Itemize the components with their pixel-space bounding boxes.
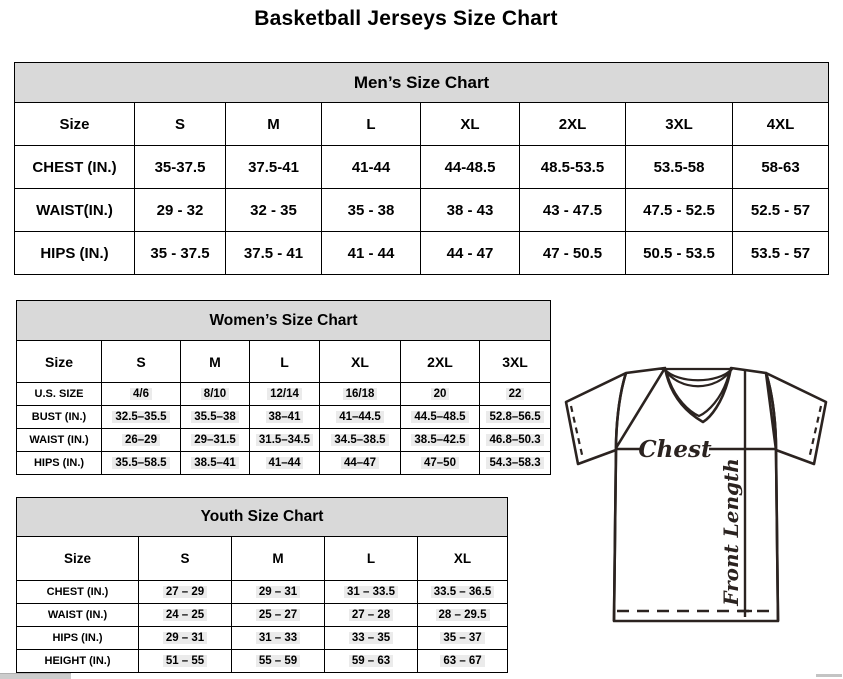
youth-size-chart xyxy=(16,497,507,673)
value-cell xyxy=(232,581,325,604)
column-header: M xyxy=(232,537,325,581)
value-cell: 41-44 xyxy=(322,146,421,189)
value-cell xyxy=(480,383,551,406)
value-text: 35.5–58.5 xyxy=(112,457,169,469)
value-text: 63 – 67 xyxy=(440,655,484,667)
jersey-diagram-svg xyxy=(552,360,840,630)
row-label: HIPS (IN.) xyxy=(15,232,135,275)
value-cell xyxy=(139,627,232,650)
jersey-measurement-diagram xyxy=(552,360,840,630)
row-label: WAIST (IN.) xyxy=(17,429,102,452)
column-header: 2XL xyxy=(520,103,626,146)
value-text: 27 – 28 xyxy=(349,609,393,621)
value-cell xyxy=(102,406,181,429)
value-text: 20 xyxy=(431,388,450,400)
value-text: 35 – 37 xyxy=(440,632,484,644)
row-label: U.S. SIZE xyxy=(17,383,102,406)
column-header: L xyxy=(325,537,418,581)
row-label: WAIST (IN.) xyxy=(17,604,139,627)
value-text: 4/6 xyxy=(130,388,152,400)
value-cell: 35-37.5 xyxy=(135,146,226,189)
value-cell xyxy=(181,429,250,452)
value-cell xyxy=(139,581,232,604)
row-label: CHEST (IN.) xyxy=(17,581,139,604)
column-header: S xyxy=(102,341,181,383)
horizontal-scrollbar-fragment-right[interactable] xyxy=(816,674,842,677)
value-cell xyxy=(401,383,480,406)
womens-chart-title: Women’s Size Chart xyxy=(17,301,551,341)
table-row xyxy=(17,452,551,475)
chest-label: Chest xyxy=(638,436,712,463)
value-cell xyxy=(480,406,551,429)
value-cell xyxy=(401,452,480,475)
value-text: 24 – 25 xyxy=(163,609,207,621)
value-text: 12/14 xyxy=(267,388,302,400)
value-cell xyxy=(139,650,232,673)
value-text: 27 – 29 xyxy=(163,586,207,598)
value-cell: 47.5 - 52.5 xyxy=(626,189,733,232)
womens-size-chart xyxy=(16,300,550,475)
womens-header-row xyxy=(17,341,551,383)
row-label: HIPS (IN.) xyxy=(17,627,139,650)
value-cell: 43 - 47.5 xyxy=(520,189,626,232)
value-text: 8/10 xyxy=(201,388,229,400)
value-cell xyxy=(250,452,320,475)
table-row xyxy=(17,650,508,673)
youth-table xyxy=(16,497,508,673)
table-row xyxy=(17,429,551,452)
value-cell xyxy=(181,452,250,475)
value-cell: 53.5 - 57 xyxy=(733,232,829,275)
row-label: WAIST(IN.) xyxy=(15,189,135,232)
womens-title-row xyxy=(17,301,551,341)
value-text: 35.5–38 xyxy=(191,411,239,423)
value-cell xyxy=(250,406,320,429)
value-text: 38.5–42.5 xyxy=(411,434,468,446)
column-header: XL xyxy=(320,341,401,383)
value-cell xyxy=(232,627,325,650)
value-text: 51 – 55 xyxy=(163,655,207,667)
value-text: 25 – 27 xyxy=(256,609,300,621)
value-cell: 58-63 xyxy=(733,146,829,189)
value-cell: 44 - 47 xyxy=(421,232,520,275)
value-text: 29 – 31 xyxy=(256,586,300,598)
value-cell xyxy=(401,406,480,429)
value-cell xyxy=(320,452,401,475)
column-header: Size xyxy=(15,103,135,146)
value-text: 32.5–35.5 xyxy=(112,411,169,423)
value-cell: 53.5-58 xyxy=(626,146,733,189)
value-text: 46.8–50.3 xyxy=(486,434,543,446)
table-row xyxy=(15,146,829,189)
value-cell xyxy=(320,383,401,406)
value-cell: 44-48.5 xyxy=(421,146,520,189)
table-row xyxy=(15,189,829,232)
value-cell xyxy=(181,383,250,406)
column-header: 3XL xyxy=(480,341,551,383)
value-cell: 29 - 32 xyxy=(135,189,226,232)
youth-chart-title: Youth Size Chart xyxy=(17,498,508,537)
column-header: XL xyxy=(418,537,508,581)
column-header: L xyxy=(322,103,421,146)
value-text: 52.8–56.5 xyxy=(486,411,543,423)
value-text: 34.5–38.5 xyxy=(331,434,388,446)
table-row xyxy=(17,627,508,650)
value-cell: 41 - 44 xyxy=(322,232,421,275)
value-cell xyxy=(320,406,401,429)
value-text: 38.5–41 xyxy=(191,457,239,469)
value-text: 31.5–34.5 xyxy=(256,434,313,446)
value-cell xyxy=(325,604,418,627)
table-row xyxy=(17,604,508,627)
value-cell xyxy=(139,604,232,627)
value-cell: 32 - 35 xyxy=(226,189,322,232)
mens-chart-title: Men’s Size Chart xyxy=(15,63,829,103)
value-cell xyxy=(401,429,480,452)
value-cell: 37.5-41 xyxy=(226,146,322,189)
value-text: 38–41 xyxy=(266,411,304,423)
value-cell: 37.5 - 41 xyxy=(226,232,322,275)
column-header: Size xyxy=(17,537,139,581)
column-header: 3XL xyxy=(626,103,733,146)
jersey-outline xyxy=(566,368,826,621)
value-cell xyxy=(480,452,551,475)
value-text: 33 – 35 xyxy=(349,632,393,644)
value-text: 44.5–48.5 xyxy=(411,411,468,423)
value-cell xyxy=(325,627,418,650)
value-text: 16/18 xyxy=(343,388,378,400)
value-text: 55 – 59 xyxy=(256,655,300,667)
row-label: BUST (IN.) xyxy=(17,406,102,429)
value-cell: 35 - 38 xyxy=(322,189,421,232)
value-cell: 38 - 43 xyxy=(421,189,520,232)
column-header: Size xyxy=(17,341,102,383)
value-cell xyxy=(325,650,418,673)
table-row xyxy=(17,581,508,604)
value-text: 26–29 xyxy=(122,434,160,446)
column-header: XL xyxy=(421,103,520,146)
front-length-label: Front Length xyxy=(719,458,743,606)
value-cell xyxy=(250,429,320,452)
column-header: L xyxy=(250,341,320,383)
value-cell xyxy=(418,627,508,650)
value-text: 28 – 29.5 xyxy=(436,609,490,621)
value-text: 33.5 – 36.5 xyxy=(431,586,495,598)
value-cell xyxy=(181,406,250,429)
value-cell xyxy=(232,604,325,627)
value-text: 31 – 33 xyxy=(256,632,300,644)
mens-size-chart xyxy=(14,62,828,275)
table-row xyxy=(15,232,829,275)
column-header: M xyxy=(226,103,322,146)
value-text: 41–44 xyxy=(266,457,304,469)
mens-table xyxy=(14,62,829,275)
column-header: M xyxy=(181,341,250,383)
value-text: 22 xyxy=(506,388,525,400)
value-cell xyxy=(325,581,418,604)
value-text: 31 – 33.5 xyxy=(344,586,398,598)
mens-header-row xyxy=(15,103,829,146)
value-cell xyxy=(250,383,320,406)
column-header: S xyxy=(135,103,226,146)
row-label: HIPS (IN.) xyxy=(17,452,102,475)
value-cell xyxy=(480,429,551,452)
row-label: HEIGHT (IN.) xyxy=(17,650,139,673)
value-cell: 50.5 - 53.5 xyxy=(626,232,733,275)
value-cell xyxy=(102,452,181,475)
table-row xyxy=(17,406,551,429)
column-header: 2XL xyxy=(401,341,480,383)
horizontal-scrollbar-fragment-left[interactable] xyxy=(0,673,71,679)
column-header: S xyxy=(139,537,232,581)
value-cell: 48.5-53.5 xyxy=(520,146,626,189)
value-cell xyxy=(320,429,401,452)
value-cell xyxy=(102,383,181,406)
value-cell: 47 - 50.5 xyxy=(520,232,626,275)
value-text: 54.3–58.3 xyxy=(486,457,543,469)
column-header: 4XL xyxy=(733,103,829,146)
value-cell xyxy=(418,650,508,673)
value-cell xyxy=(418,581,508,604)
value-text: 41–44.5 xyxy=(336,411,384,423)
row-label: CHEST (IN.) xyxy=(15,146,135,189)
youth-title-row xyxy=(17,498,508,537)
value-text: 59 – 63 xyxy=(349,655,393,667)
value-cell xyxy=(102,429,181,452)
womens-table xyxy=(16,300,551,475)
value-cell: 52.5 - 57 xyxy=(733,189,829,232)
value-cell xyxy=(418,604,508,627)
collar-band-curve xyxy=(664,369,732,386)
value-text: 47–50 xyxy=(421,457,459,469)
value-text: 44–47 xyxy=(341,457,379,469)
youth-header-row xyxy=(17,537,508,581)
mens-title-row xyxy=(15,63,829,103)
value-text: 29 – 31 xyxy=(163,632,207,644)
value-cell xyxy=(232,650,325,673)
table-row xyxy=(17,383,551,406)
value-cell: 35 - 37.5 xyxy=(135,232,226,275)
value-text: 29–31.5 xyxy=(191,434,239,446)
page-title: Basketball Jerseys Size Chart xyxy=(254,7,558,30)
